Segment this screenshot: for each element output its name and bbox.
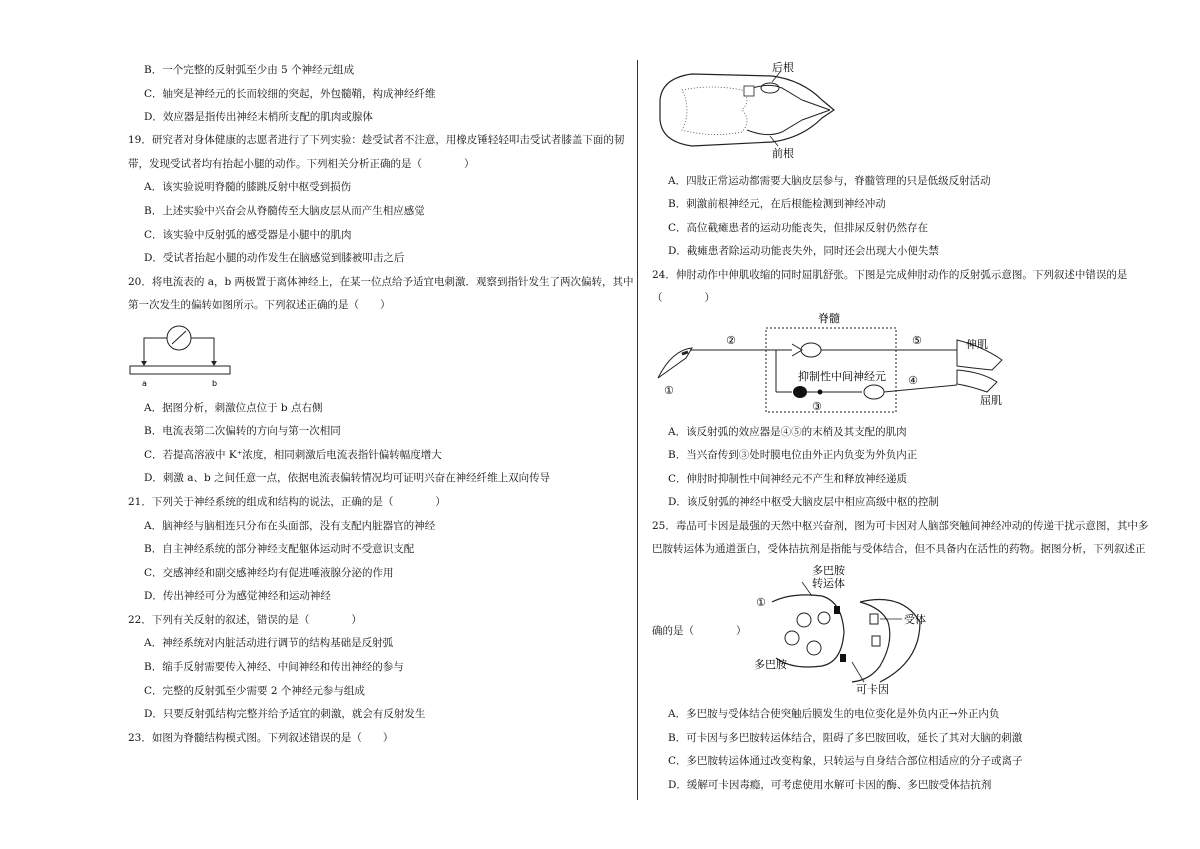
presynaptic-terminal [772,595,844,667]
label-back-root: 后根 [772,61,794,74]
q21-option-a: A．脑神经与脑相连只分布在头面部，没有支配内脏器官的神经 [144,520,436,532]
q22-option-b: B．缩手反射需要传入神经、中间神经和传出神经的参与 [144,661,404,673]
label-a: a [142,379,147,388]
sensory-neuron-soma [801,343,821,357]
spinal-cord-figure [652,60,842,160]
label-extensor: 伸肌 [966,338,988,351]
vesicle-2 [785,631,799,645]
q24-stem-line2: （ ） [652,292,715,304]
q23-option-c: C．高位截瘫患者的运动功能丧失，但排尿反射仍然存在 [668,222,929,234]
label-receptor: 受体 [904,613,926,626]
label-num1: ① [664,384,674,397]
postsynaptic-cell [860,600,920,683]
label-b: b [212,379,218,388]
label-cocaine: 可卡因 [856,683,889,696]
label-flexor: 屈肌 [980,394,1002,407]
synapse-figure [752,562,932,696]
label-spinal-cord: 脊髓 [818,312,840,325]
spinal-cord-outline [660,74,834,146]
ventral-root [747,120,802,135]
galvanometer-needle [172,331,186,344]
q24-option-b: B．当兴奋传到③处时膜电位由外正内负变为外负内正 [668,449,918,461]
label-num4: ④ [908,374,918,387]
q20-option-d: D．刺激 a、b 之间任意一点，依据电流表偏转情况均可证明兴奋在神经纤维上双向传导 [144,472,551,484]
q23-option-b: B．刺激前根神经元，在后根能检测到神经冲动 [668,198,886,210]
receptor-1 [870,614,878,624]
inhibitory-synapse [818,390,823,395]
q21-option-b: B．自主神经系统的部分神经支配躯体运动时不受意识支配 [144,543,415,555]
q23-option-a: A．四肢正常运动都需要大脑皮层参与，脊髓管理的只是低级反射活动 [668,175,991,187]
electrode-a-wire [144,338,167,365]
nerve-fiber [130,366,230,374]
q25-stem-line2: 巴胺转运体为通道蛋白，受体拮抗剂是指能与受体结合，但不具备内在活性的药物。据图分析，下列叙述正 [652,543,1146,555]
receptor-2 [872,636,880,646]
q25-option-d: D．缓解可卡因毒瘾，可考虑使用水解可卡因的酶、多巴胺受体拮抗剂 [668,779,992,791]
q18-option-c: C．轴突是神经元的长而较细的突起，外包髓鞘，构成神经纤维 [144,88,436,100]
flexor-muscle [957,370,997,392]
vesicle-4 [818,612,830,624]
q21-option-d: D．传出神经可分为感觉神经和运动神经 [144,590,331,602]
q18-option-b: B．一个完整的反射弧至少由 5 个神经元组成 [144,64,355,76]
q22-option-c: C．完整的反射弧至少需要 2 个神经元参与组成 [144,685,365,697]
q21-option-c: C．交感神经和副交感神经均有促进唾液腺分泌的作用 [144,567,394,579]
q19-option-c: C．该实验中反射弧的感受器是小腿中的肌肉 [144,229,352,241]
q19-option-a: A．该实验说明脊髓的膝跳反射中枢受到损伤 [144,181,352,193]
q20-stem-line2: 第一次发生的偏转如图所示。下列叙述正确的是（ ） [128,299,391,311]
q20-option-b: B．电流表第二次偏转的方向与第一次相同 [144,425,341,437]
label-front-root: 前根 [772,147,794,160]
inhibitory-neuron-soma [793,386,807,398]
q23-stem: 23．如图为脊髓结构模式图。下列叙述错误的是（ ） [128,732,394,744]
q24-option-a: A．该反射弧的效应器是④⑤的末梢及其支配的肌肉 [668,426,907,438]
q19-option-d: D．受试者抬起小腿的动作发生在脑感觉到膝被叩击之后 [144,252,405,264]
q20-stem-line1: 20．将电流表的 a，b 两极置于离体神经上，在某一位点给予适宜电刺激．观察到指针发生了两次偏转，其中 [128,276,634,288]
q19-stem-line1: 19．研究者对身体健康的志愿者进行了下列实验：趁受试者不注意，用橡皮锤轻轻叩击受试者膝盖下面的韧 [128,134,625,146]
cocaine-block [840,654,846,662]
label-transporter-line2: 转运体 [812,577,845,590]
column-divider [637,60,638,800]
transporter-pointer [802,582,812,596]
q23-option-d: D．截瘫患者除运动功能丧失外，同时还会出现大小便失禁 [668,245,939,257]
transporter-block [834,606,840,614]
q19-stem-line2: 带，发现受试者均有抬起小腿的动作。下列相关分析正确的是（ ） [128,158,475,170]
label-num2: ② [726,334,736,347]
label-num3: ③ [812,400,822,413]
electrode-a-tip [141,361,147,366]
q22-stem: 22．下列有关反射的叙述，错误的是（ ） [128,614,362,626]
q20-option-a: A．据图分析，刺激位点位于 b 点右侧 [144,402,323,414]
q18-option-d: D．效应器是指传出神经末梢所支配的肌肉或腺体 [144,111,373,123]
dorsal-root-ganglion [761,83,779,93]
efferent-nerve-4 [884,385,957,392]
motor-neuron-flexor [864,385,884,399]
q24-option-d: D．该反射弧的神经中枢受大脑皮层中相应高级中枢的控制 [668,496,939,508]
cocaine-pointer [852,662,864,682]
neuron-cell-body [744,86,754,96]
q24-option-c: C．伸肘时抑制性中间神经元不产生和释放神经递质 [668,473,908,485]
label-inhibitory: 抑制性中间神经元 [798,370,886,383]
receptor-ending [682,352,688,354]
reflex-arc-figure [652,310,1012,420]
electrode-b-wire [191,338,214,365]
spinal-nerve-upper [802,100,830,110]
q21-stem: 21．下列关于神经系统的组成和结构的说法，正确的是（ ） [128,496,446,508]
q22-option-d: D．只要反射弧结构完整并给予适宜的刺激，就会有反射发生 [144,708,426,720]
electrode-b-tip [211,361,217,366]
q25-option-b: B．可卡因与多巴胺转运体结合，阻碍了多巴胺回收，延长了其对大脑的刺激 [668,732,1023,744]
q20-option-c: C．若提高溶液中 K⁺浓度，相同刺激后电流表指针偏转幅度增大 [144,449,442,461]
label-transporter-line1: 多巴胺 [812,564,845,577]
q24-stem-line1: 24．伸肘动作中伸肌收缩的同时屈肌舒张。下图是完成伸肘动作的反射弧示意图。下列叙述中错误的是 [652,269,1128,281]
label-num1: ① [756,596,766,609]
vesicle-3 [807,641,821,655]
label-dopamine: 多巴胺 [754,658,787,671]
q25-option-a: A．多巴胺与受体结合使突触后膜发生的电位变化是外负内正→外正内负 [668,708,1000,720]
q25-option-c: C．多巴胺转运体通过改变构象，只转运与自身结合部位相适应的分子或离子 [668,755,1023,767]
galvanometer-figure [128,318,238,390]
gray-matter [682,87,747,135]
q22-option-a: A．神经系统对内脏活动进行调节的结构基础是反射弧 [144,637,394,649]
vesicle-1 [797,613,811,627]
q25-stem-line1: 25．毒品可卡因是最强的天然中枢兴奋剂，图为可卡因对人脑部突触间神经冲动的传递干扰示意图，其中多 [652,520,1149,532]
q25-stem-line3: 确的是（ ） [652,625,747,637]
q19-option-b: B．上述实验中兴奋会从脊髓传至大脑皮层从而产生相应感觉 [144,205,425,217]
label-num5: ⑤ [912,334,922,347]
